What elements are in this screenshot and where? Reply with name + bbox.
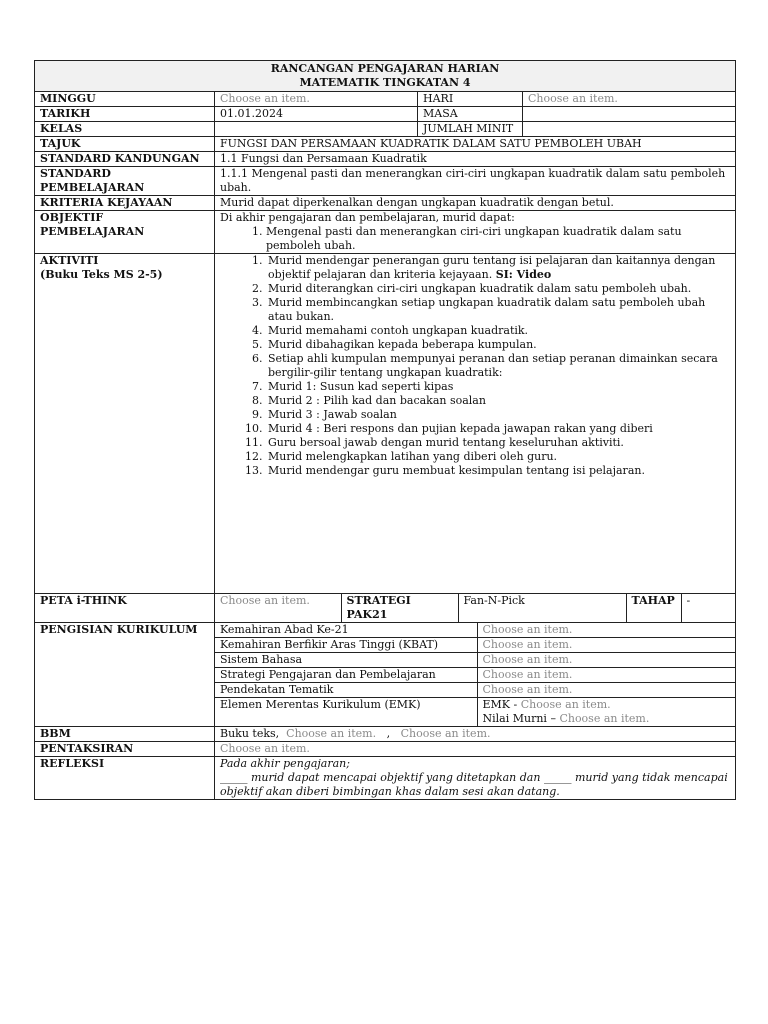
list-item: 8. Murid 2 : Pilih kad dan bacakan soalan: [266, 394, 730, 408]
refleksi-label: REFLEKSI: [35, 757, 215, 800]
bbm-dropdown-2[interactable]: Choose an item.: [400, 727, 491, 740]
aktiviti-list: [220, 254, 730, 478]
list-item: 12. Murid melengkapkan latihan yang diberi oleh guru.: [266, 450, 730, 464]
bbm-row: [35, 727, 736, 742]
emk-cell: [477, 698, 735, 727]
standard-kandungan-row: [35, 152, 736, 167]
list-item: 10. Murid 4 : Beri respons dan pujian kepada jawapan rakan yang diberi: [266, 422, 730, 436]
pengisian-item-name: Sistem Bahasa: [215, 653, 477, 668]
pengisian-item-dropdown[interactable]: Choose an item.: [477, 683, 735, 698]
emk-prefix: EMK -: [482, 698, 521, 711]
title-row: [35, 61, 736, 92]
list-item: 2. Murid diterangkan ciri-ciri ungkapan kuadratik dalam satu pemboleh ubah.: [266, 282, 730, 296]
list-item: 1. Mengenal pasti dan menerangkan ciri-ciri ungkapan kuadratik dalam satu pemboleh ubah.: [266, 225, 730, 253]
aktiviti-row: [35, 254, 736, 594]
list-item: 5. Murid dibahagikan kepada beberapa kumpulan.: [266, 338, 730, 352]
tahap-dropdown[interactable]: -: [681, 594, 735, 622]
tarikh-row: [35, 107, 736, 122]
list-item: 9. Murid 3 : Jawab soalan: [266, 408, 730, 422]
peta-inner-table: [215, 594, 735, 622]
jumlah-minit-label: JUMLAH MINIT: [418, 122, 523, 137]
emk-line: [483, 698, 731, 712]
pengisian-item-dropdown[interactable]: Choose an item.: [477, 653, 735, 668]
standard-kandungan-label: STANDARD KANDUNGAN: [35, 152, 215, 167]
pengisian-item-name: Strategi Pengajaran dan Pembelajaran: [215, 668, 477, 683]
pentaksiran-label: PENTAKSIRAN: [35, 742, 215, 757]
kelas-row: [35, 122, 736, 137]
list-item: 7. Murid 1: Susun kad seperti kipas: [266, 380, 730, 394]
tajuk-row: [35, 137, 736, 152]
standard-pembelajaran-value[interactable]: 1.1.1 Mengenal pasti dan menerangkan ciri-ciri ungkapan kuadratik dalam satu pemboleh ubah.: [215, 167, 736, 196]
aktiviti-label: AKTIVITI: [40, 254, 99, 267]
pentaksiran-row: [35, 742, 736, 757]
nilai-dropdown[interactable]: Choose an item.: [559, 712, 650, 725]
tajuk-value[interactable]: FUNGSI DAN PERSAMAAN KUADRATIK DALAM SATU PEMBOLEH UBAH: [215, 137, 736, 152]
pengisian-item-dropdown[interactable]: Choose an item.: [477, 638, 735, 653]
table-row: [215, 683, 735, 698]
kriteria-value[interactable]: Murid dapat diperkenalkan dengan ungkapan kuadratik dengan betul.: [215, 196, 736, 211]
bbm-cell: [215, 727, 736, 742]
refleksi-line-1: Pada akhir pengajaran;: [220, 757, 350, 770]
pentaksiran-dropdown[interactable]: Choose an item.: [215, 742, 736, 757]
standard-kandungan-value[interactable]: 1.1 Fungsi dan Persamaan Kuadratik: [215, 152, 736, 167]
masa-label: MASA: [418, 107, 523, 122]
pengisian-row: [35, 623, 736, 727]
lesson-plan-sheet: [34, 60, 735, 800]
title-line-2: MATEMATIK TINGKATAN 4: [299, 76, 471, 89]
strategi-dropdown[interactable]: Fan-N-Pick: [458, 594, 626, 622]
aktiviti-item-text: Murid mendengar penerangan guru tentang isi pelajaran dan kaitannya dengan objektif pelajaran dan kriteria kejayaan.: [268, 254, 716, 281]
standard-pembelajaran-label: STANDARD PEMBELAJARAN: [35, 167, 215, 196]
pengisian-item-name: Pendekatan Tematik: [215, 683, 477, 698]
minggu-label: MINGGU: [35, 92, 215, 107]
document-title: [35, 61, 736, 92]
objektif-list: [220, 225, 730, 253]
tajuk-label: TAJUK: [35, 137, 215, 152]
table-row: [215, 653, 735, 668]
kriteria-row: [35, 196, 736, 211]
table-row: [215, 638, 735, 653]
pengisian-cell: [215, 623, 736, 727]
peta-dropdown[interactable]: Choose an item.: [215, 594, 341, 622]
pengisian-item-name: Kemahiran Abad Ke-21: [215, 623, 477, 638]
kelas-field[interactable]: [215, 122, 418, 137]
objektif-intro: Di akhir pengajaran dan pembelajaran, murid dapat:: [220, 211, 515, 224]
tarikh-label: TARIKH: [35, 107, 215, 122]
kriteria-label: KRITERIA KEJAYAAN: [35, 196, 215, 211]
table-row: [215, 623, 735, 638]
emk-name: Elemen Merentas Kurikulum (EMK): [215, 698, 477, 727]
tarikh-field[interactable]: 01.01.2024: [215, 107, 418, 122]
list-item: 6. Setiap ahli kumpulan mempunyai peranan dan setiap peranan dimainkan secara bergilir-gilir tentang ungkapan kuadratik:: [266, 352, 730, 380]
list-item: 3. Murid membincangkan setiap ungkapan kuadratik dalam satu pemboleh ubah atau bukan.: [266, 296, 730, 324]
standard-pembelajaran-row: [35, 167, 736, 196]
title-line-1: RANCANGAN PENGAJARAN HARIAN: [270, 62, 500, 75]
refleksi-line-2: _____ murid dapat mencapai objektif yang ditetapkan dan _____ murid yang tidak mencapai objektif akan diberi bimbingan khas dalam sesi akan datang.: [220, 771, 728, 798]
aktiviti-cell[interactable]: [215, 254, 736, 594]
pengisian-label: PENGISIAN KURIKULUM: [35, 623, 215, 727]
pengisian-item-name: Kemahiran Berfikir Aras Tinggi (KBAT): [215, 638, 477, 653]
peta-label: PETA i-THINK: [35, 594, 215, 623]
table-row: [215, 668, 735, 683]
list-item: 4. Murid memahami contoh ungkapan kuadratik.: [266, 324, 730, 338]
emk-dropdown[interactable]: Choose an item.: [520, 698, 611, 711]
nilai-line: [483, 712, 731, 726]
bbm-prefix: Buku teks,: [220, 727, 280, 740]
refleksi-cell[interactable]: [215, 757, 736, 800]
hari-dropdown[interactable]: Choose an item.: [523, 92, 736, 107]
pengisian-inner-table: [215, 623, 735, 726]
aktiviti-sublabel: (Buku Teks MS 2-5): [40, 268, 163, 281]
jumlah-minit-field[interactable]: [523, 122, 736, 137]
si-video-tag: SI: Video: [495, 268, 552, 281]
list-item: [266, 254, 730, 282]
lesson-plan-table: [34, 60, 736, 800]
minggu-dropdown[interactable]: Choose an item.: [215, 92, 418, 107]
hari-label: HARI: [418, 92, 523, 107]
objektif-cell[interactable]: [215, 211, 736, 254]
refleksi-row: [35, 757, 736, 800]
aktiviti-label-cell: [35, 254, 215, 594]
bbm-separator: ,: [386, 727, 391, 740]
strategi-label: STRATEGI PAK21: [341, 594, 458, 622]
minggu-row: [35, 92, 736, 107]
tahap-label: TAHAP: [626, 594, 681, 622]
bbm-label: BBM: [35, 727, 215, 742]
table-row: [215, 698, 735, 727]
nilai-prefix: Nilai Murni –: [482, 712, 560, 725]
list-item: 13. Murid mendengar guru membuat kesimpulan tentang isi pelajaran.: [266, 464, 730, 478]
bbm-dropdown-1[interactable]: Choose an item.: [286, 727, 377, 740]
objektif-row: [35, 211, 736, 254]
peta-cell: [215, 594, 736, 623]
list-item: 11. Guru bersoal jawab dengan murid tentang keseluruhan aktiviti.: [266, 436, 730, 450]
pengisian-item-dropdown[interactable]: Choose an item.: [477, 668, 735, 683]
kelas-label: KELAS: [35, 122, 215, 137]
peta-row: [35, 594, 736, 623]
masa-field[interactable]: [523, 107, 736, 122]
pengisian-item-dropdown[interactable]: Choose an item.: [477, 623, 735, 638]
objektif-label: OBJEKTIF PEMBELAJARAN: [35, 211, 215, 254]
